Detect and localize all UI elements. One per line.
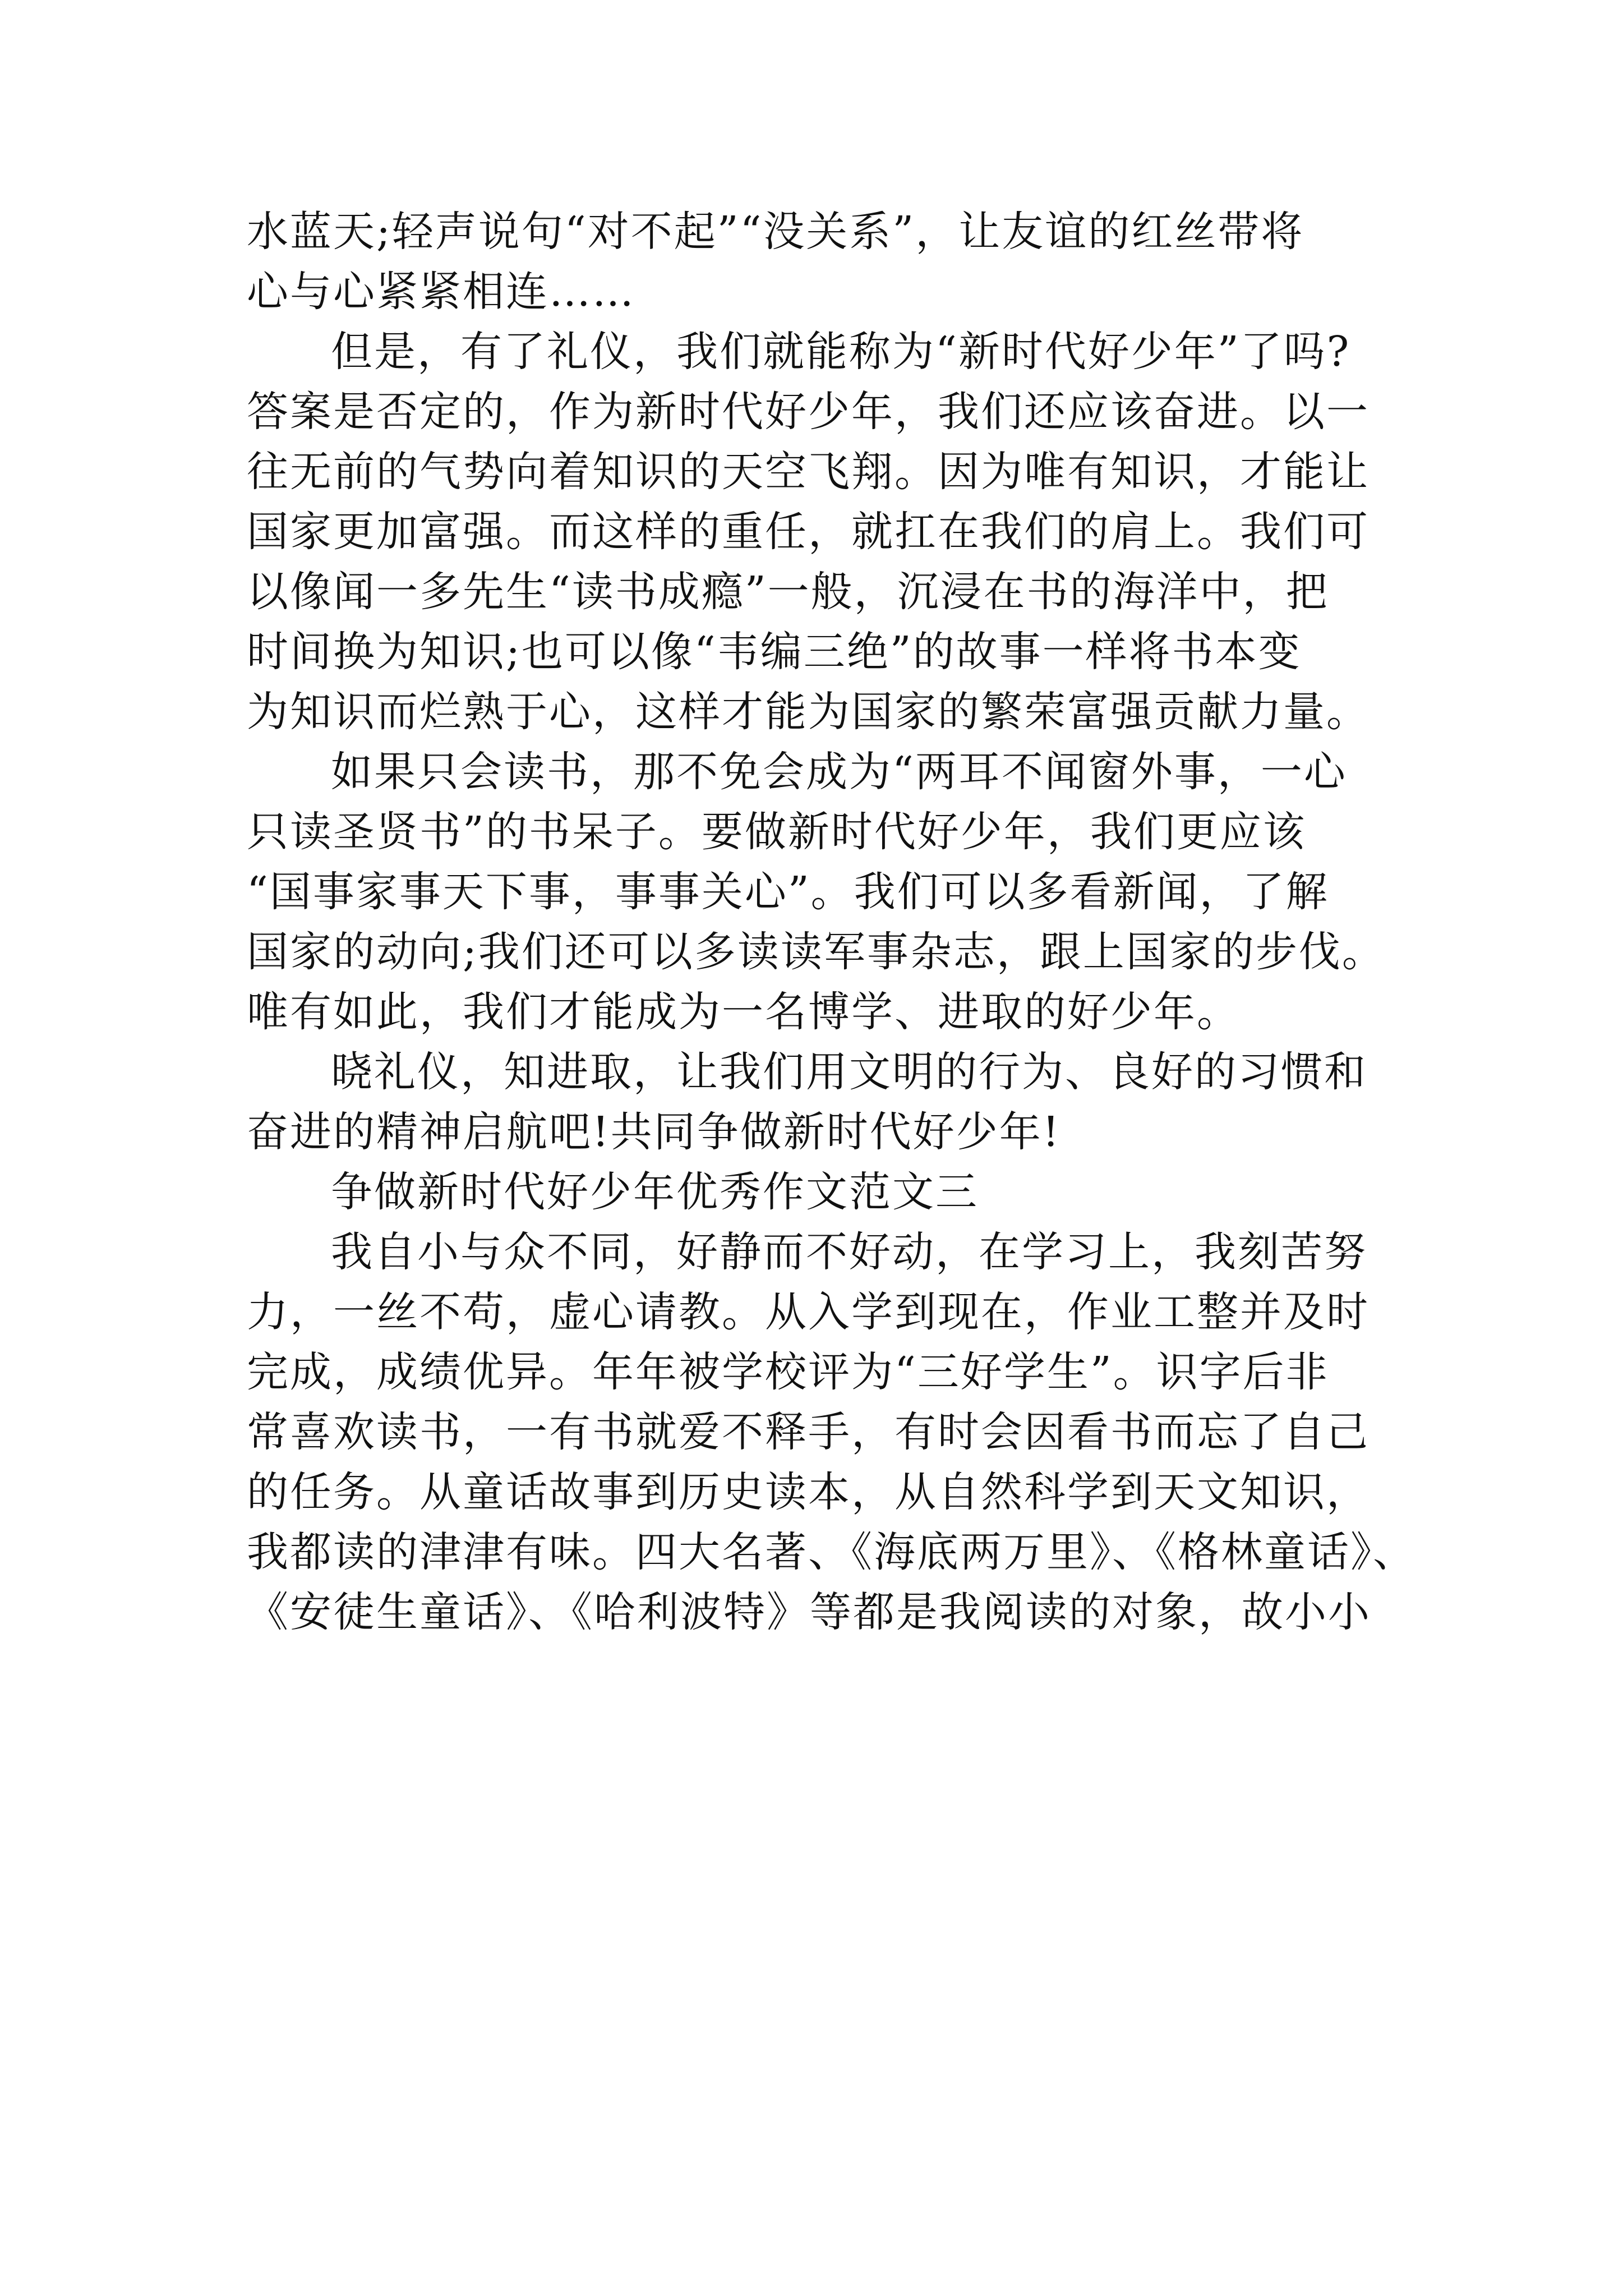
text-line: 国家的动向;我们还可以多读读军事杂志，跟上国家的步伐。: [247, 928, 1385, 976]
paragraph-start-line: 晓礼仪，知进取，让我们用文明的行为、良好的习惯和: [331, 1048, 1367, 1096]
text-line: 力，一丝不苟，虚心请教。从入学到现在，作业工整并及时: [247, 1288, 1370, 1336]
essay-body: [247, 202, 1419, 1642]
paragraph-start-line: 但是，有了礼仪，我们就能称为“新时代好少年”了吗?: [331, 328, 1351, 376]
paragraph-start-line: 我自小与众不同，好静而不好动，在学习上，我刻苦努: [331, 1228, 1367, 1276]
text-line: 答案是否定的，作为新时代好少年，我们还应该奋进。以一: [247, 388, 1370, 436]
text-line: 常喜欢读书，一有书就爱不释手，有时会因看书而忘了自己: [247, 1408, 1370, 1456]
text-line: 为知识而烂熟于心，这样才能为国家的繁荣富强贡献力量。: [247, 688, 1370, 736]
text-line: 水蓝天;轻声说句“对不起”“没关系”，让友谊的红丝带将: [247, 208, 1304, 256]
text-line: “国事家事天下事，事事关心”。我们可以多看新闻，了解: [247, 868, 1329, 916]
text-line: 以像闻一多先生“读书成瘾”一般，沉浸在书的海洋中，把: [247, 568, 1329, 616]
text-line: 国家更加富强。而这样的重任，就扛在我们的肩上。我们可: [247, 508, 1370, 556]
text-line: 只读圣贤书”的书呆子。要做新时代好少年，我们更应该: [247, 808, 1306, 856]
section-heading: 争做新时代好少年优秀作文范文三: [331, 1168, 979, 1216]
paragraph-start-line: 如果只会读书，那不免会成为“两耳不闻窗外事，一心: [331, 748, 1347, 796]
text-line: 唯有如此，我们才能成为一名博学、进取的好少年。: [247, 988, 1240, 1036]
text-line: 时间换为知识;也可以像“韦编三绝”的故事一样将书本变: [247, 628, 1302, 676]
text-line: 完成，成绩优异。年年被学校评为“三好学生”。识字后非: [247, 1348, 1329, 1396]
text-line: 往无前的气势向着知识的天空飞翔。因为唯有知识，才能让: [247, 448, 1370, 496]
text-line: 我都读的津津有味。四大名著、《海底两万里》、《格林童话》、: [247, 1528, 1416, 1576]
text-line: 《安徒生童话》、《哈利波特》等都是我阅读的对象，故小小: [247, 1588, 1371, 1636]
text-line: 心与心紧紧相连……: [247, 268, 635, 316]
text-line: 的任务。从童话故事到历史读本，从自然科学到天文知识，: [247, 1468, 1370, 1516]
text-line: 奋进的精神启航吧!共同争做新时代好少年!: [247, 1108, 1061, 1156]
